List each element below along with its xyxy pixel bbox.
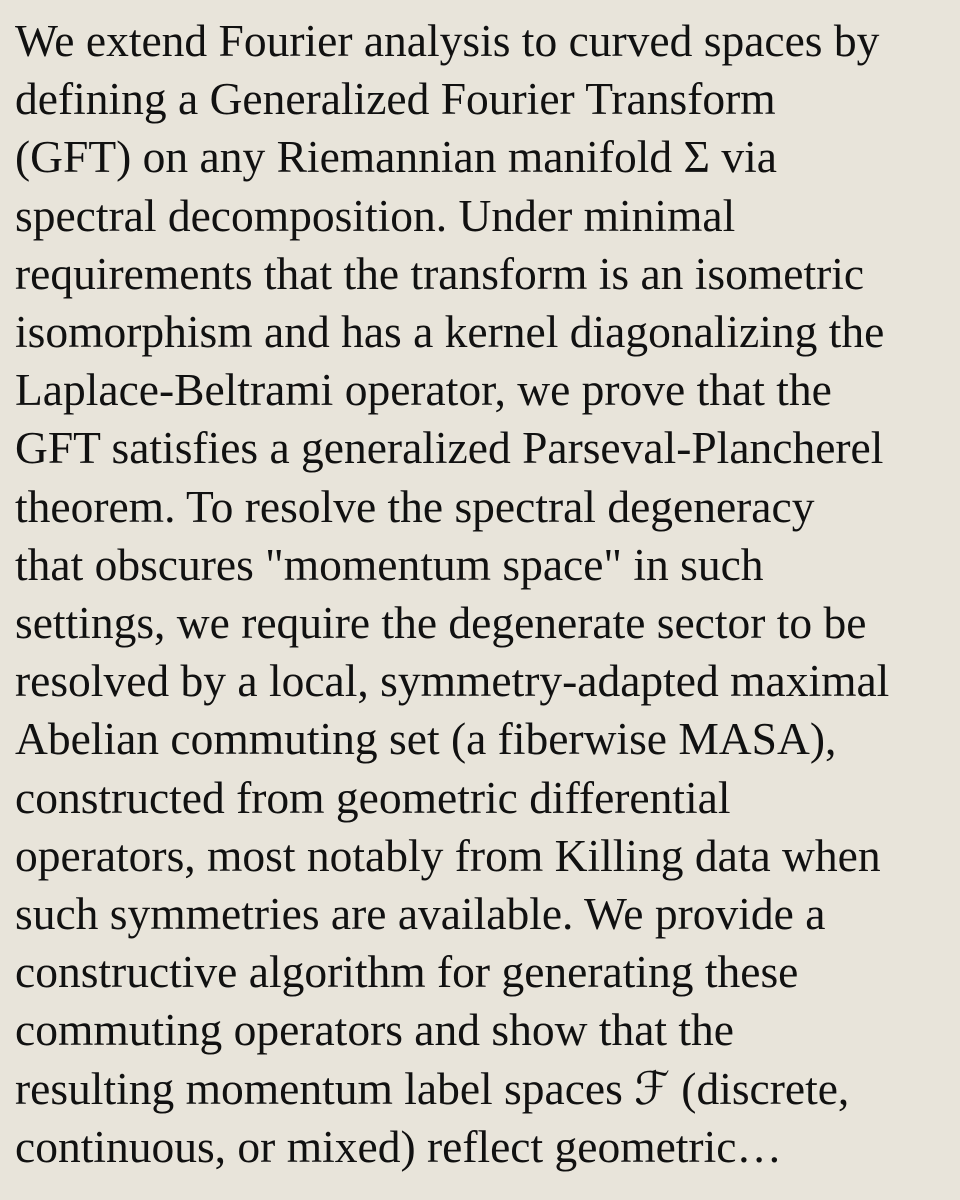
abstract-line-15: operators, most notably from Killing data when [15, 829, 881, 881]
abstract-line-18: commuting operators and show that the [15, 1004, 735, 1056]
abstract-line-12: resolved by a local, symmetry-adapted maximal [15, 655, 890, 707]
abstract-line-13: Abelian commuting set (a fiberwise MASA), [15, 713, 837, 765]
abstract-line-6: isomorphism and has a kernel diagonalizing the [15, 306, 885, 358]
abstract-line-5: requirements that the transform is an isometric [15, 247, 865, 299]
abstract-line-10: that obscures "momentum space" in such [15, 538, 764, 590]
abstract-line-17: constructive algorithm for generating these [15, 946, 799, 998]
abstract-line-2: defining a Generalized Fourier Transform [15, 73, 776, 125]
abstract-line-19: resulting momentum label spaces ℱ (discrete, [15, 1062, 850, 1114]
abstract-line-11: settings, we require the degenerate sector to be [15, 597, 867, 649]
abstract-line-9: theorem. To resolve the spectral degeneracy [15, 480, 815, 532]
abstract-line-1: We extend Fourier analysis to curved spaces by [15, 15, 880, 66]
abstract-line-7: Laplace-Beltrami operator, we prove that the [15, 364, 832, 416]
abstract-line-4: spectral decomposition. Under minimal [15, 189, 736, 241]
abstract-line-3: (GFT) on any Riemannian manifold Σ via [15, 131, 777, 183]
abstract-line-14: constructed from geometric differential [15, 771, 731, 823]
abstract-line-16: such symmetries are available. We provide a [15, 888, 826, 940]
abstract-line-8: GFT satisfies a generalized Parseval-Plancherel [15, 422, 884, 474]
abstract-line-20: continuous, or mixed) reflect geometric… [15, 1120, 782, 1172]
abstract-text [15, 12, 946, 1176]
